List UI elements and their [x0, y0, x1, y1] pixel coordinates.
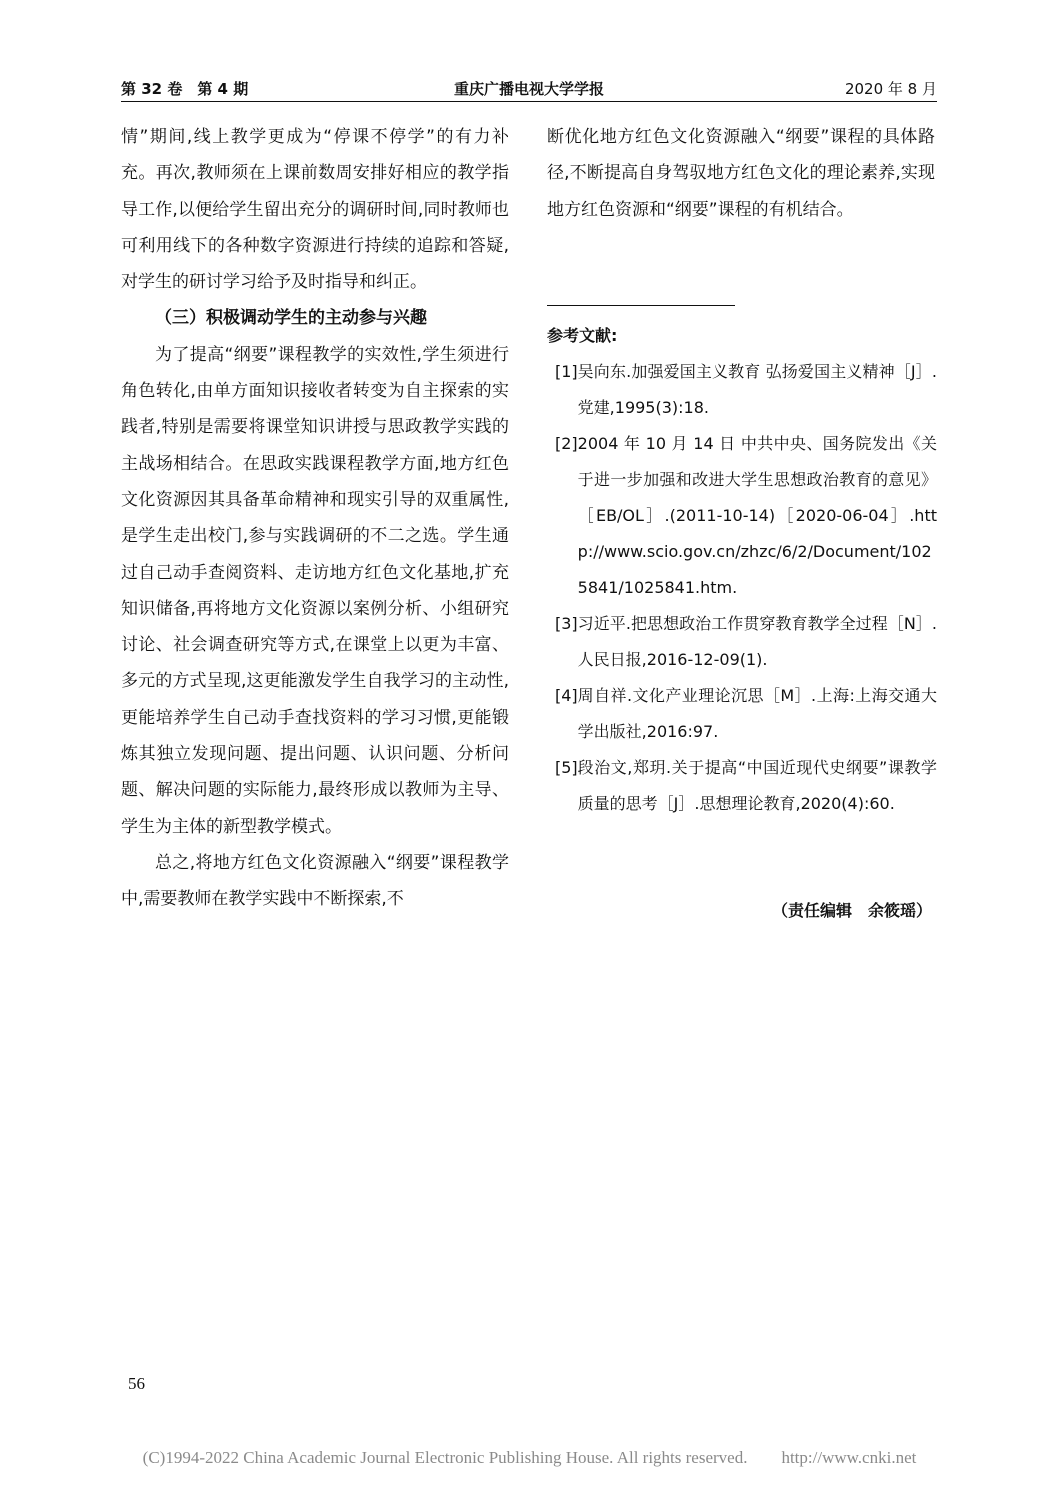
paragraph: 总之,将地方红色文化资源融入“纲要”课程教学中,需要教师在教学实践中不断探索,不 — [121, 852, 509, 910]
copyright-footer: (C)1994-2022 China Academic Journal Electronic Publishing House. All rights reserved. http://www.cnki.net — [142, 1448, 917, 1467]
references-title: 参考文献: — [547, 326, 618, 345]
reference-number: [5] — [555, 758, 578, 777]
reference-item — [555, 354, 937, 426]
responsible-editor: （责任编辑 余筱瑶） — [771, 901, 932, 920]
page-header — [121, 72, 937, 102]
reference-text: 2004 年 10 月 14 日 中共中央、国务院发出《关于进一步加强和改进大学生思想政治教育的意见》［EB/OL］.(2011-10-14)［2020-06-04］.http://www.scio.gov.cn/zhzc/6/2/Document/1025841/1025841.htm. — [577, 434, 937, 597]
reference-item — [555, 678, 937, 750]
reference-number: [1] — [555, 362, 578, 381]
paragraph: 断优化地方红色文化资源融入“纲要”课程的具体路径,不断提高自身驾驭地方红色文化的理论素养,实现地方红色资源和“纲要”课程的有机结合。 — [547, 127, 935, 220]
reference-item — [555, 750, 937, 822]
page-number: 56 — [128, 1374, 145, 1393]
reference-text: 段治文,郑玥.关于提高“中国近现代史纲要”课教学质量的思考［J］.思想理论教育,2020(4):60. — [577, 758, 937, 813]
reference-text: 习近平.把思想政治工作贯穿教育教学全过程［N］.人民日报,2016-12-09(1). — [577, 614, 937, 669]
reference-number: [2] — [555, 434, 578, 453]
reference-text: 周自祥.文化产业理论沉思［M］.上海:上海交通大学出版社,2016:97. — [577, 686, 937, 741]
reference-number: [3] — [555, 614, 578, 633]
left-column — [121, 119, 509, 918]
journal-title: 重庆广播电视大学学报 — [453, 80, 604, 98]
reference-item — [555, 606, 937, 678]
reference-item — [555, 426, 937, 606]
volume-issue: 第 32 卷 第 4 期 — [121, 80, 249, 98]
section-subheading: （三）积极调动学生的主动参与兴趣 — [155, 308, 427, 329]
paragraph: 情”期间,线上教学更成为“停课不停学”的有力补充。再次,教师须在上课前数周安排好相应的教学指导工作,以便给学生留出充分的调研时间,同时教师也可利用线下的各种数字资源进行持续的追踪和答疑,对学生的研讨学习给予及时指导和纠正。 — [121, 127, 509, 293]
references-list — [555, 354, 937, 822]
right-column — [547, 119, 935, 228]
publication-date: 2020 年 8 月 — [844, 80, 937, 98]
reference-text: 吴向东.加强爱国主义教育 弘扬爱国主义精神［J］.党建,1995(3):18. — [577, 362, 937, 417]
references-rule — [547, 305, 735, 306]
reference-number: [4] — [555, 686, 578, 705]
header-rule — [121, 101, 937, 102]
paragraph: 为了提高“纲要”课程教学的实效性,学生须进行角色转化,由单方面知识接收者转变为自主探索的实践者,特别是需要将课堂知识讲授与思政教学实践的主战场相结合。在思政实践课程教学方面,地方红色文化资源因其具备革命精神和现实引导的双重属性,是学生走出校门,参与实践调研的不二之选。学生通过自己动手查阅资料、走访地方红色文化基地,扩充知识储备,再将地方文化资源以案例分析、小组研究讨论、社会调查研究等方式,在课堂上以更为丰富、多元的方式呈现,这更能激发学生自我学习的主动性,更能培养学生自己动手查找资料的学习习惯,更能锻炼其独立发现问题、提出问题、认识问题、分析问题、解决问题的实际能力,最终形成以教师为主导、学生为主体的新型教学模式。 — [121, 344, 509, 837]
